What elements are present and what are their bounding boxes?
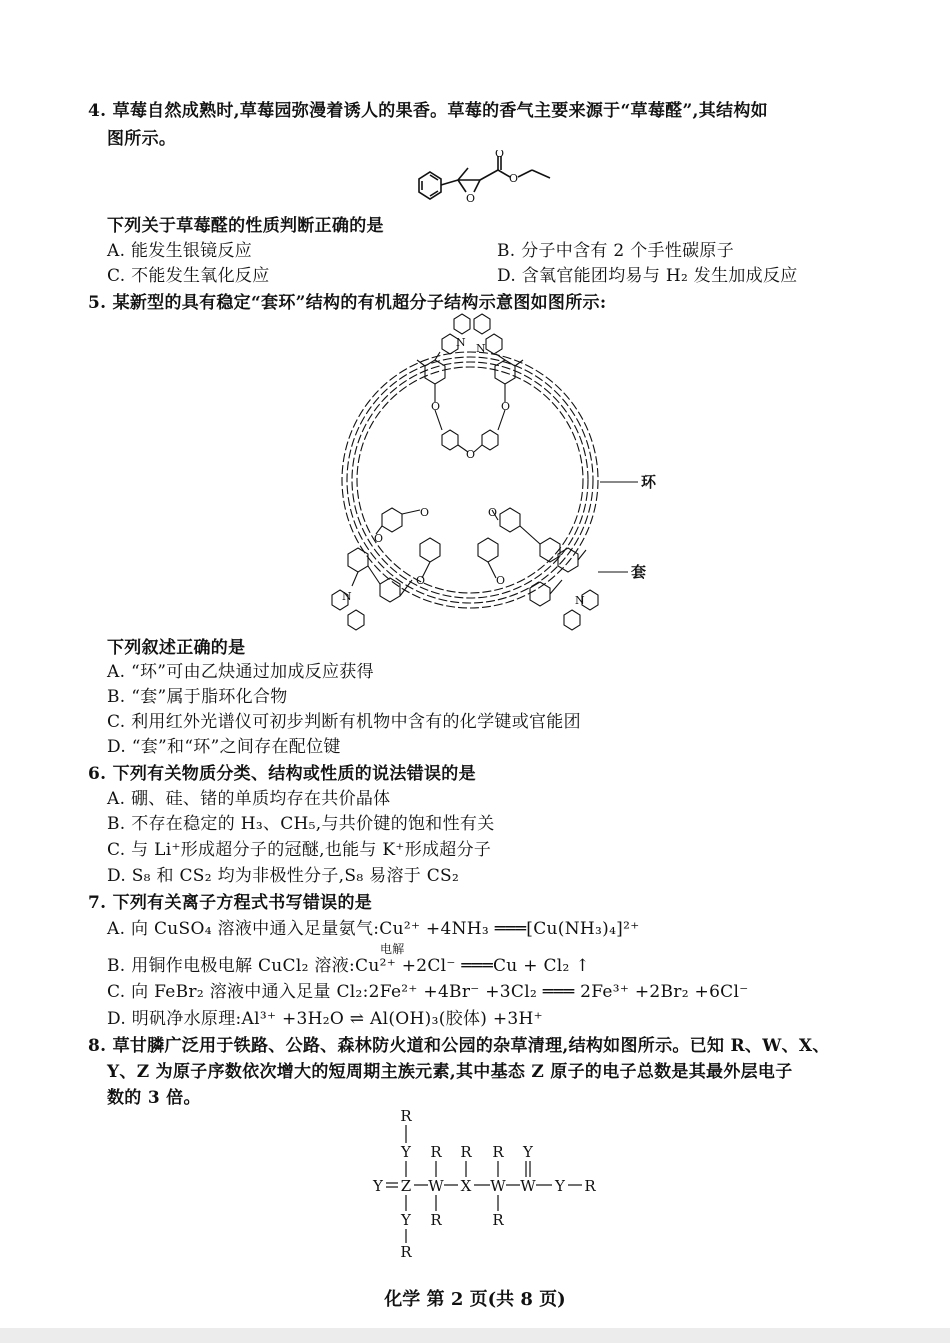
w1: W [428,1177,444,1195]
q5-question: 下列叙述正确的是 [107,638,246,658]
q7-stem: 7. 下列有关离子方程式书写错误的是 [88,893,373,913]
y-bottom: Y [401,1211,411,1229]
r-w1-bottom: R [430,1211,442,1229]
q8-stem-line3: 数的 3 倍。 [107,1088,201,1108]
q4-question: 下列关于草莓醛的性质判断正确的是 [107,216,384,236]
n-atom-2: N [476,342,486,355]
q4-stem-line1: 4. 草莓自然成熟时,草莓园弥漫着诱人的果香。草莓的香气主要来源于“草莓醛”,其结构如 [88,101,768,121]
w3: W [520,1177,536,1195]
q5-option-d: D. “套”和“环”之间存在配位键 [107,737,341,757]
n-atom-1: N [456,336,466,349]
o-atom-1: O [431,400,441,413]
q6-option-c: C. 与 Li⁺形成超分子的冠醚,也能与 K⁺形成超分子 [107,840,492,860]
q7-option-d: D. 明矾净水原理:Al³⁺ +3H₂O ⇌ Al(OH)₃(胶体) +3H⁺ [107,1009,543,1029]
q4-option-d: D. 含氧官能团均易与 H₂ 发生加成反应 [497,266,798,286]
x-center: X [460,1177,472,1195]
q7-option-b: B. 用铜作电极电解 CuCl₂ 溶液:Cu²⁺ +2Cl⁻ ═══Cu + Cl₂ ↑ [107,956,590,976]
z-center: Z [400,1177,412,1195]
q6-option-d: D. S₈ 和 CS₂ 均为非极性分子,S₈ 易溶于 CS₂ [107,866,460,886]
q4-option-c: C. 不能发生氧化反应 [107,266,270,286]
y-top: Y [401,1143,411,1161]
q7-option-a: A. 向 CuSO₄ 溶液中通入足量氨气:Cu²⁺ +4NH₃ ═══[Cu(NH₃)₄]²⁺ [107,919,640,939]
n-atom-3: N [342,590,352,603]
q5-option-a: A. “环”可由乙炔通过加成反应获得 [107,662,374,682]
y-carbonyl: Y [523,1143,533,1161]
q6-stem: 6. 下列有关物质分类、结构或性质的说法错误的是 [88,764,476,784]
r-right: R [584,1177,596,1195]
epoxide-o-label: O [466,192,476,205]
n-atom-4: N [575,594,585,607]
o-atom-3: O [466,448,476,461]
carbonyl-o-label: O [495,150,505,160]
q4-option-a: A. 能发生银镜反应 [107,241,253,261]
q5-stem: 5. 某新型的具有稳定“套环”结构的有机超分子结构示意图如图所示: [88,293,607,313]
page-footer: 化学 第 2 页(共 8 页) [384,1289,566,1310]
o-atom-5: O [420,506,430,519]
r-w2-bottom: R [492,1211,504,1229]
sleeve-label: 套 [631,563,647,581]
bottom-margin-strip [0,1328,950,1343]
y-left: Y [373,1177,383,1195]
glyphosate-structure [360,1105,610,1265]
o-atom-2: O [501,400,511,413]
r-top: R [400,1107,412,1125]
o-atom-8: O [496,574,506,587]
ester-o-label: O [509,172,519,185]
o-atom-4: O [374,532,384,545]
r-w1-top: R [430,1143,442,1161]
q6-option-b: B. 不存在稳定的 H₃、CH₅,与共价键的饱和性有关 [107,814,495,834]
q6-option-a: A. 硼、硅、锗的单质均存在共价晶体 [107,789,391,809]
r-w2-top: R [492,1143,504,1161]
y-right: Y [555,1177,565,1195]
ring-label: 环 [641,473,657,491]
q7-option-c: C. 向 FeBr₂ 溶液中通入足量 Cl₂:2Fe²⁺ +4Br⁻ +3Cl₂ ═══ 2Fe³⁺ +2Br₂ +6Cl⁻ [107,982,749,1002]
supramolecule-figure [310,310,660,640]
r-x-top: R [460,1143,472,1161]
q7-electrolysis-label: 电解 [380,942,405,956]
r-bottom: R [400,1243,412,1261]
q4-option-b: B. 分子中含有 2 个手性碳原子 [497,241,735,261]
q8-stem-line1: 8. 草甘膦广泛用于铁路、公路、森林防火道和公园的杂草清理,结构如图所示。已知 R、W、X、 [88,1036,830,1056]
o-atom-7: O [488,506,498,519]
q5-option-c: C. 利用红外光谱仪可初步判断有机物中含有的化学键或官能团 [107,712,581,732]
strawberry-aldehyde-structure [400,150,570,215]
q5-option-b: B. “套”属于脂环化合物 [107,687,288,707]
q8-stem-line2: Y、Z 为原子序数依次增大的短周期主族元素,其中基态 Z 原子的电子总数是其最外层电子 [107,1062,793,1082]
o-atom-6: O [416,574,426,587]
q4-stem-line2: 图所示。 [107,129,177,149]
w2: W [490,1177,506,1195]
